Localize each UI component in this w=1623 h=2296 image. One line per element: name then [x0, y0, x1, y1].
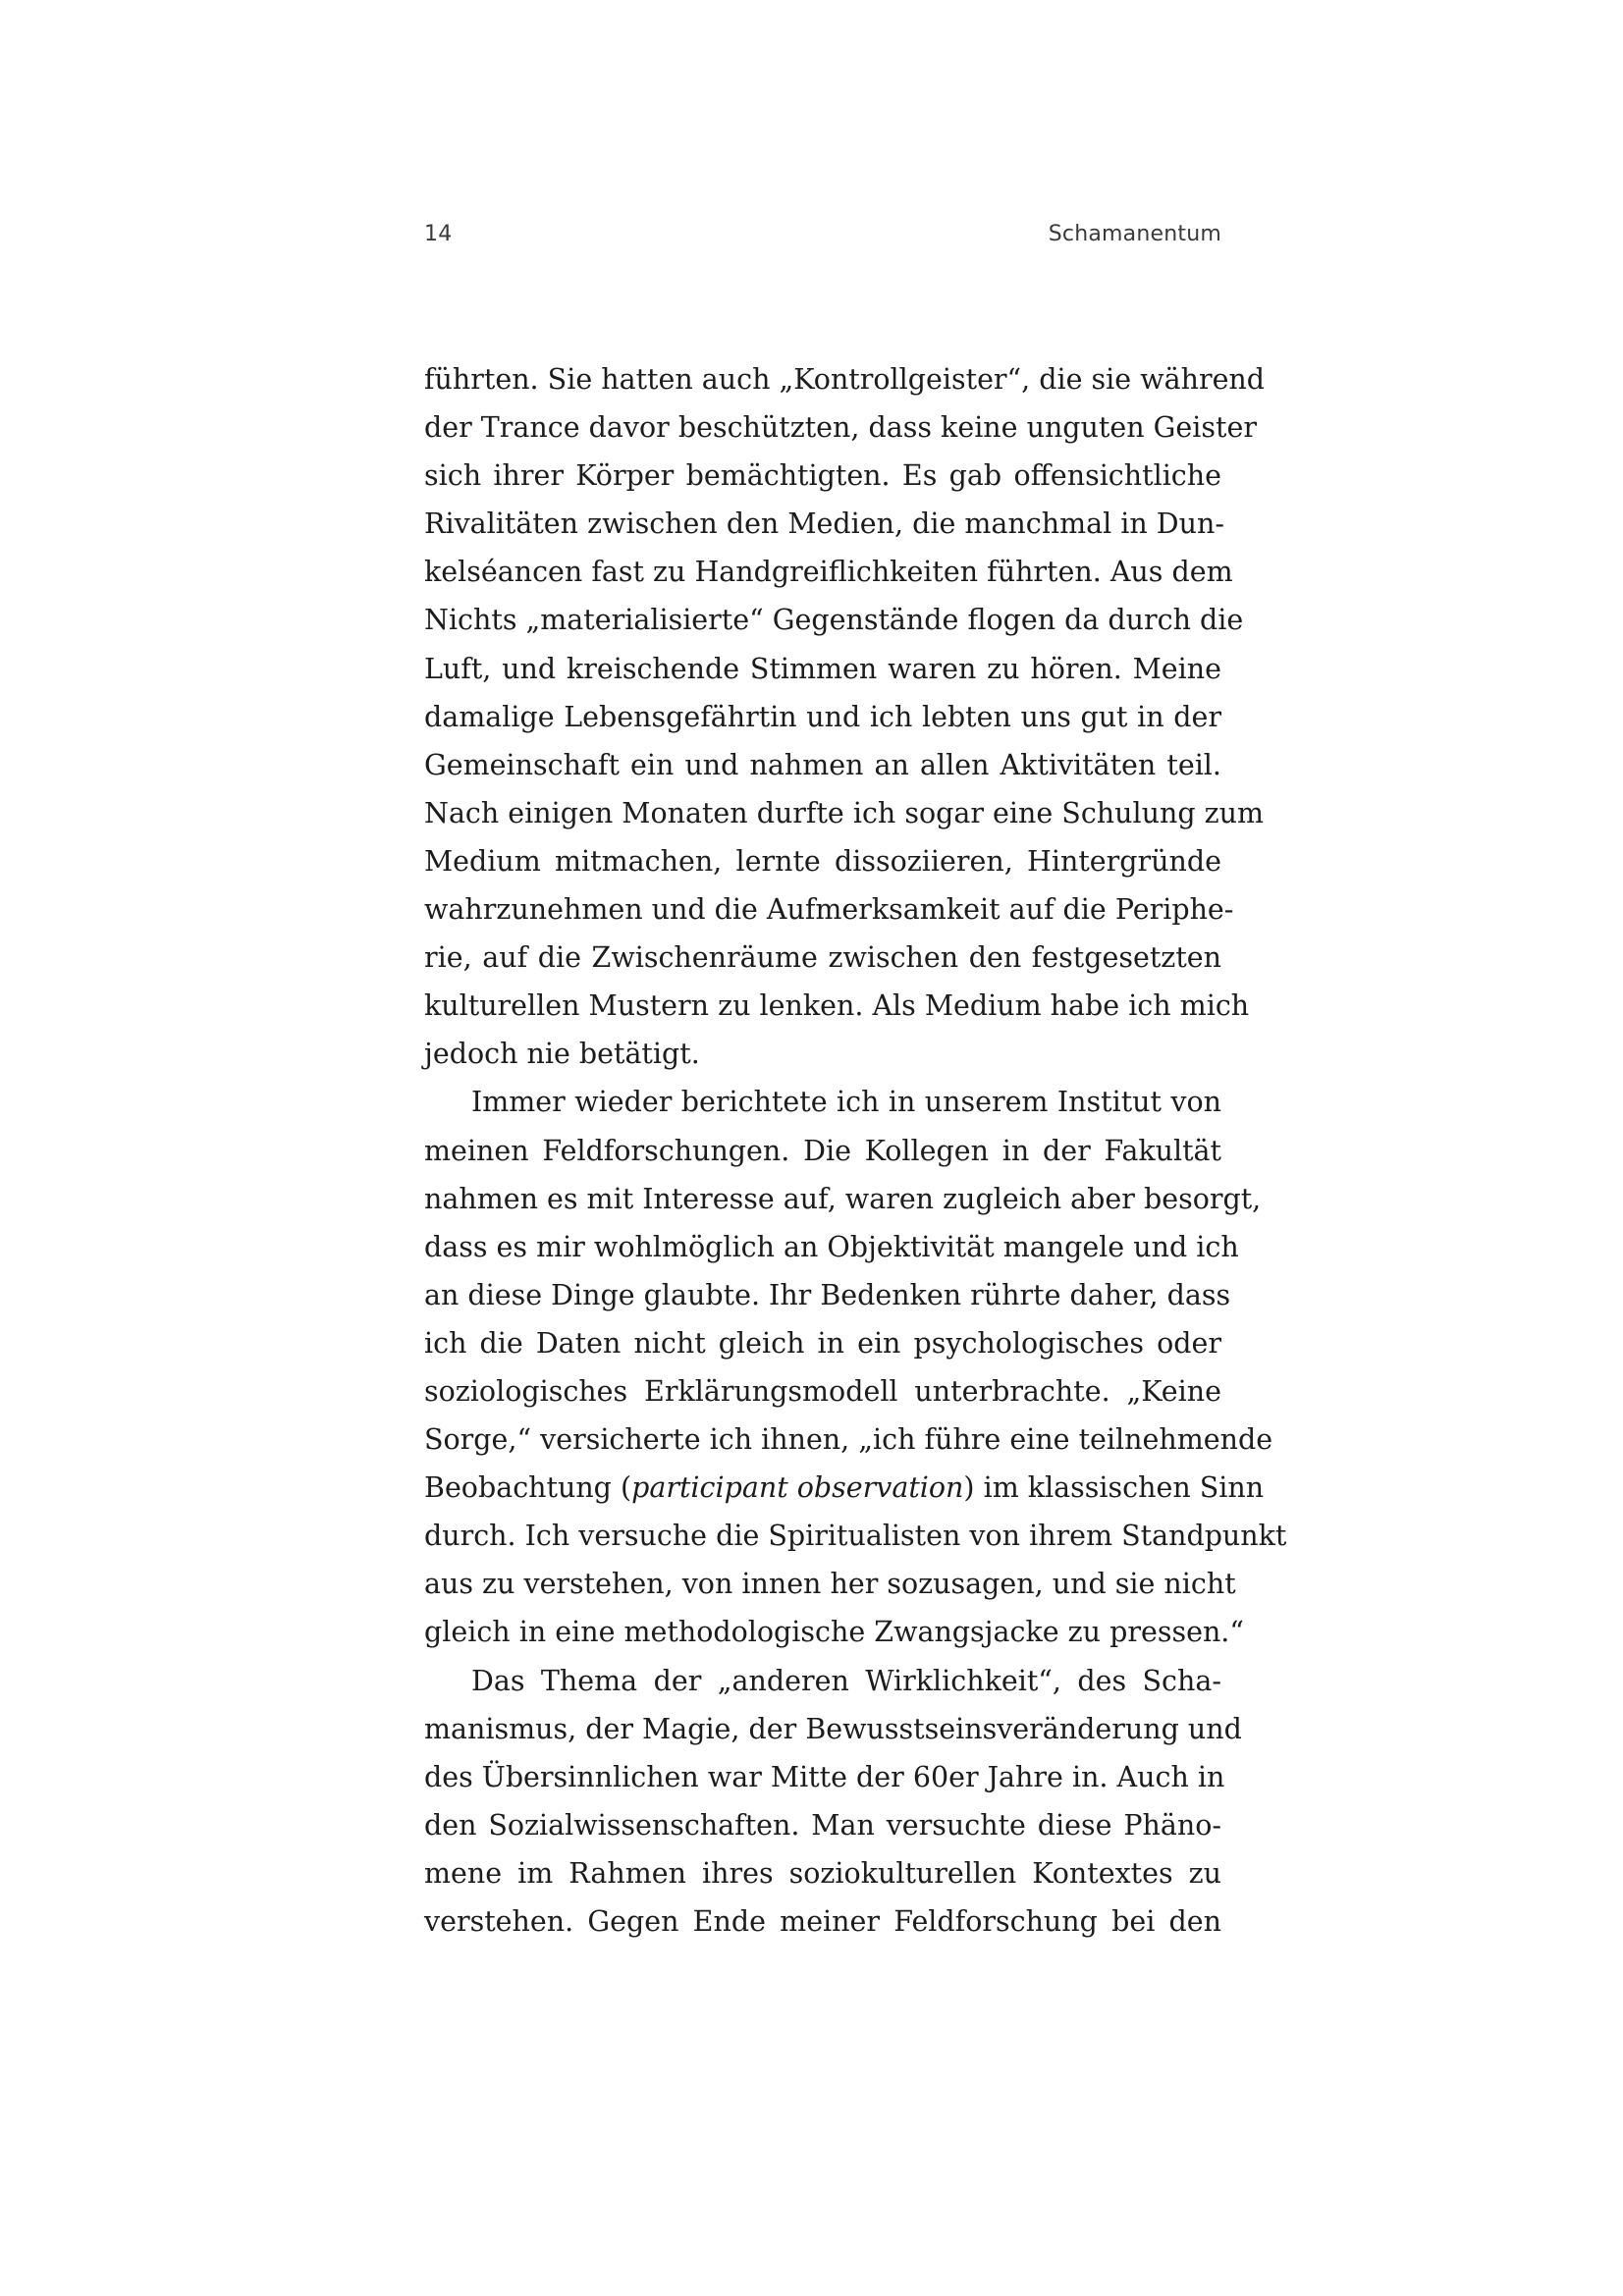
text-segment: Beobachtung (	[424, 1471, 632, 1505]
text-line: manismus, der Magie, der Bewusstseinsveränderung und	[424, 1712, 1242, 1745]
text-line: führten. Sie hatten auch „Kontrollgeister“, die sie während	[424, 363, 1266, 396]
emphasized-term: participant observation	[631, 1471, 964, 1505]
text-line: dass es mir wohlmöglich an Objektivität mangele und ich	[424, 1230, 1239, 1263]
text-line: Rivalitäten zwischen den Medien, die manchmal in Dun-	[424, 507, 1224, 541]
text-line: Das Thema der „anderen Wirklichkeit“, des Scha-	[471, 1664, 1221, 1697]
text-line: Nichts „materialisierte“ Gegenstände flogen da durch die	[424, 604, 1244, 637]
text-line: verstehen. Gegen Ende meiner Feldforschung bei den	[424, 1905, 1221, 1938]
text-line: mene im Rahmen ihres soziokulturellen Kontextes zu	[424, 1856, 1221, 1890]
text-line: soziologisches Erklärungsmodell unterbrachte. „Keine	[424, 1374, 1221, 1408]
chapter-title: Schamanentum	[1048, 222, 1221, 246]
text-line: sich ihrer Körper bemächtigten. Es gab offensichtliche	[424, 459, 1221, 493]
text-line: Immer wieder berichtete ich in unserem Institut von	[471, 1086, 1221, 1119]
paragraph	[424, 355, 1266, 1078]
text-line: Medium mitmachen, lernte dissoziieren, Hintergründe	[424, 844, 1221, 878]
text-line: nahmen es mit Interesse auf, waren zugleich aber besorgt,	[424, 1182, 1262, 1215]
paragraph	[424, 1078, 1287, 1656]
text-line: ich die Daten nicht gleich in ein psychologisches oder	[424, 1326, 1221, 1360]
text-line: Sorge,“ versicherte ich ihnen, „ich führe eine teilnehmende	[424, 1423, 1273, 1457]
running-head	[424, 222, 1221, 261]
text-line: den Sozialwissenschaften. Man versuchte diese Phäno-	[424, 1808, 1221, 1842]
text-line: rie, auf die Zwischenräume zwischen den festgesetzten	[424, 941, 1221, 975]
text-line: Gemeinschaft ein und nahmen an allen Aktivitäten teil.	[424, 748, 1221, 781]
text-line: gleich in eine methodologische Zwangsjacke zu pressen.“	[424, 1616, 1244, 1649]
text-line: meinen Feldforschungen. Die Kollegen in der Fakultät	[424, 1134, 1221, 1167]
text-line: aus zu verstehen, von innen her sozusagen, und sie nicht	[424, 1568, 1236, 1601]
text-line: kelséancen fast zu Handgreiflichkeiten führten. Aus dem	[424, 556, 1233, 589]
paragraph	[424, 1657, 1242, 1947]
text-line-with-emphasis	[424, 1464, 1265, 1512]
text-line: des Übersinnlichen war Mitte der 60er Jahre in. Auch in	[424, 1760, 1225, 1793]
body-text	[424, 355, 1287, 1946]
text-line: durch. Ich versuche die Spiritualisten von ihrem Standpunkt	[424, 1520, 1287, 1553]
text-line: jedoch nie betätigt.	[424, 1038, 700, 1071]
text-segment: ) im klassischen Sinn	[963, 1471, 1265, 1505]
text-line: Nach einigen Monaten durfte ich sogar eine Schulung zum	[424, 796, 1265, 829]
text-line: an diese Dinge glaubte. Ihr Bedenken rührte daher, dass	[424, 1278, 1231, 1311]
text-line: Luft, und kreischende Stimmen waren zu hören. Meine	[424, 652, 1221, 685]
text-line: damalige Lebensgefährtin und ich lebten uns gut in der	[424, 700, 1221, 733]
page-number: 14	[424, 222, 453, 246]
text-line: wahrzunehmen und die Aufmerksamkeit auf die Periphe-	[424, 893, 1234, 927]
text-line: kulturellen Mustern zu lenken. Als Medium habe ich mich	[424, 989, 1250, 1023]
text-line: der Trance davor beschützten, dass keine unguten Geister	[424, 411, 1257, 445]
